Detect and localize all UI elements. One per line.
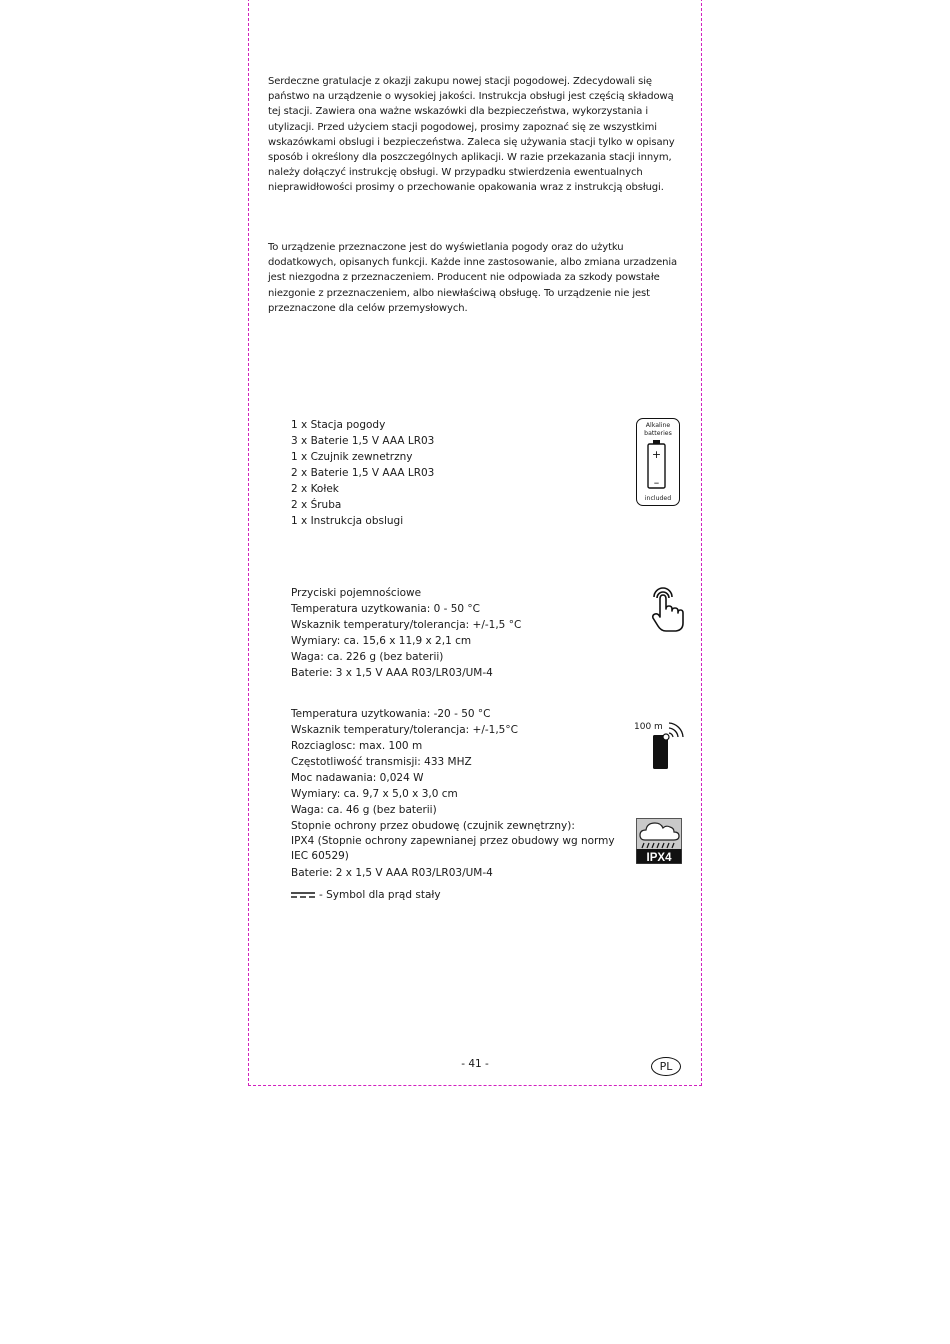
list-item: Wskaznik temperatury/tolerancja: +/-1,5 °C: [291, 619, 522, 631]
list-item: 1 x Stacja pogody: [291, 419, 386, 431]
list-item: IPX4 (Stopnie ochrony zapewnianej przez obudowy wg normy IEC 60529): [291, 835, 615, 862]
list-item: Baterie: 2 x 1,5 V AAA R03/LR03/UM-4: [291, 867, 493, 879]
list-item: Waga: ca. 46 g (bez baterii): [291, 804, 437, 816]
list-item: Temperatura uzytkowania: 0 - 50 °C: [291, 603, 481, 615]
intro-paragraph: Serdeczne gratulacje z okazji zakupu nowej stacji pogodowej. Zdecydowali się państwo na urządzenie o wysokiej jakości. Instrukcja obsługi jest częścią składową tej stacji. Zawiera ona ważne wskazówki dla bezpieczeństwa, wykorzystania i utylizacji. Przed użyciem stacji pogodowej, prosimy zapoznać się ze wszystkimi wskazówkami obslugi i bezpieczeństwa. Zaleca się używania stacji tylko w opisany sposób i określony dla poszczególnych aplikacji. W razie przekazania stacji innym, należy dołączyć instrukcję obsługi. W przypadku stwierdzenia ewentualnych nieprawidłowości prosimy o przechowanie opakowania wraz z instrukcją obsługi.: [268, 76, 675, 194]
list-item: Baterie: 3 x 1,5 V AAA R03/LR03/UM-4: [291, 667, 493, 679]
battery-badge-icon: [636, 418, 680, 506]
battery-plus-sign: +: [652, 448, 662, 462]
range-label: 100 m: [634, 722, 663, 732]
page-number: - 41 -: [461, 1058, 489, 1070]
list-item: Częstotliwość transmisji: 433 MHZ: [291, 756, 472, 768]
touch-hand-icon: [646, 585, 686, 633]
battery-icon: [635, 417, 679, 505]
badge-bottom-text: included: [644, 494, 672, 502]
list-item: 1 x Czujnik zewnetrzny: [291, 451, 413, 463]
list-item: Wymiary: ca. 15,6 x 11,9 x 2,1 cm: [291, 635, 472, 647]
list-item: 1 x Instrukcja obslugi: [291, 515, 404, 527]
ipx-label: IPX4: [646, 852, 672, 864]
dc-symbol-text: - Symbol dla prąd stały: [319, 889, 441, 901]
list-item: 2 x Baterie 1,5 V AAA LR03: [291, 467, 435, 479]
list-item: Wymiary: ca. 9,7 x 5,0 x 3,0 cm: [291, 788, 458, 800]
station-specs-list: [291, 585, 631, 681]
battery-minus-sign: –: [654, 476, 660, 490]
dc-symbol-row: [291, 887, 441, 903]
language-badge: PL: [651, 1057, 681, 1076]
list-item: 3 x Baterie 1,5 V AAA LR03: [291, 435, 435, 447]
list-item: 2 x Kołek: [291, 483, 339, 495]
sensor-specs-list: [291, 706, 631, 881]
dc-symbol-icon: [291, 891, 315, 899]
list-item: 2 x Śruba: [291, 499, 342, 511]
list-item: Moc nadawania: 0,024 W: [291, 772, 424, 784]
list-item: Temperatura uzytkowania: -20 - 50 °C: [291, 708, 491, 720]
package-contents-list: [291, 417, 631, 529]
list-item: Stopnie ochrony przez obudowę (czujnik zewnętrzny):: [291, 820, 575, 832]
ipx4-rain-icon: [636, 818, 682, 864]
list-item: Przyciski pojemnościowe: [291, 587, 422, 599]
list-item: Waga: ca. 226 g (bez baterii): [291, 651, 444, 663]
range-signal-icon: [634, 718, 684, 772]
purpose-paragraph: To urządzenie przeznaczone jest do wyświetlania pogody oraz do użytku dodatkowych, opisanych funkcji. Każde inne zastosowanie, albo zmiana urzadzenia jest niezgodna z przeznaczeniem. Producent nie odpowiada za szkody powstałe niezgonie z przeznaczeniem, albo niewłaściwą obsługę. To urządzenie nie jest przeznaczone dla celów przemysłowych.: [268, 242, 678, 314]
list-item: Rozciaglosc: max. 100 m: [291, 740, 423, 752]
badge-top-text: Alkaline batteries: [644, 422, 672, 437]
list-item: Wskaznik temperatury/tolerancja: +/-1,5°C: [291, 724, 518, 736]
